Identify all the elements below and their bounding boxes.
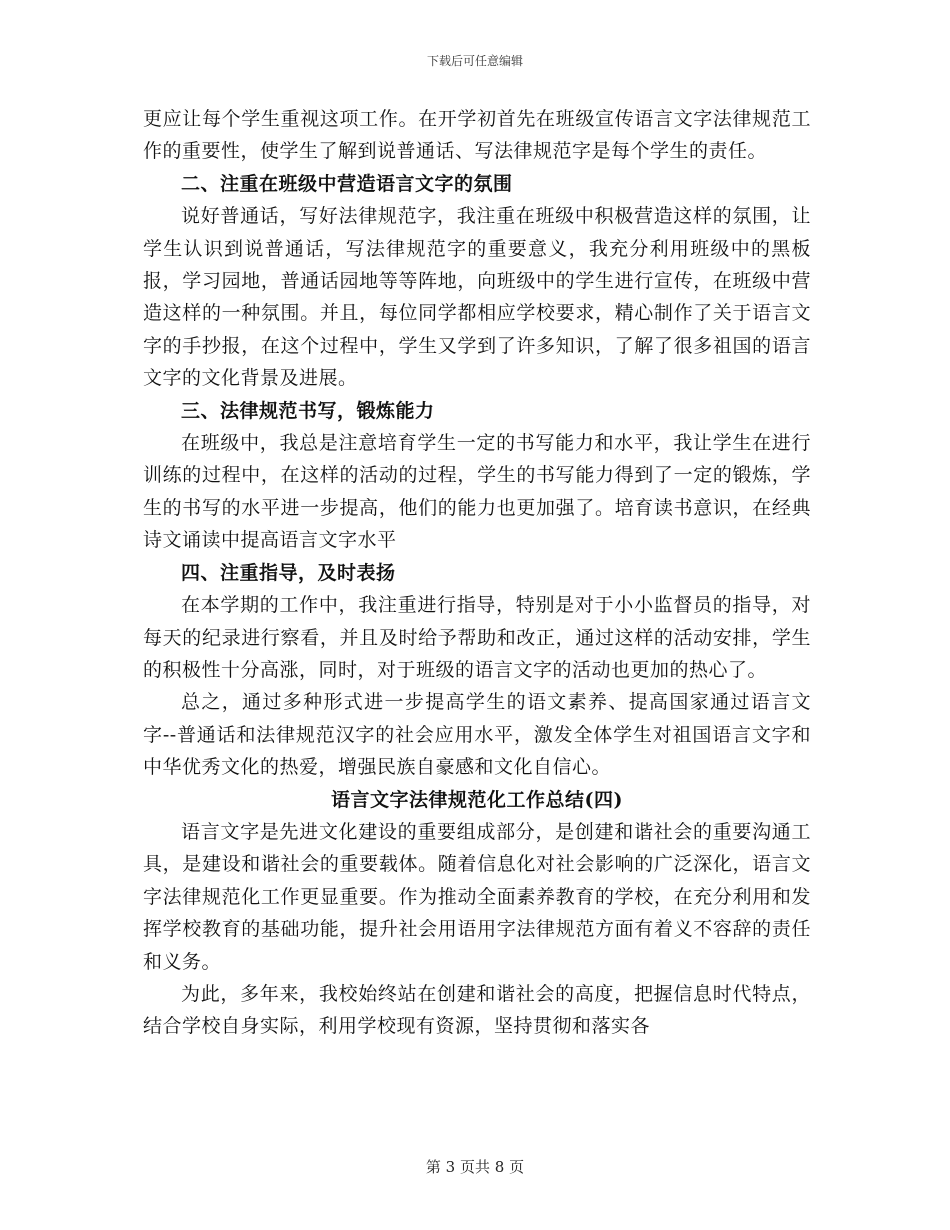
paragraph-2: 说好普通话，写好法律规范字，我注重在班级中积极营造这样的氛围，让学生认识到说普通话，写法律规范字的重要意义，我充分利用班级中的黑板报，学习园地，普通话园地等等阵地，向班级中的学生进行宣传，在班级中营造这样的一种氛围。并且，每位同学都相应学校要求，精心制作了关于语言文字的手抄报，在这个过程中，学生又学到了许多知识，了解了很多祖国的语言文字的文化背景及进展。 xyxy=(143,205,811,390)
paragraph-1: 更应让每个学生重视这项工作。在开学初首先在班级宣传语言文字法律规范工作的重要性，使学生了解到说普通话、写法律规范字是每个学生的责任。 xyxy=(143,108,811,163)
page-header: 下载后可任意编辑 xyxy=(426,54,523,68)
paragraph-7: 为此，多年来，我校始终站在创建和谐社会的高度，把握信息时代特点，结合学校自身实际，利用学校现有资源，坚持贯彻和落实各 xyxy=(143,982,811,1038)
paragraph-3: 在班级中，我总是注意培育学生一定的书写能力和水平，我让学生在进行训练的过程中，在这样的活动的过程，学生的书写能力得到了一定的锻炼，学生的书写的水平进一步提高，他们的能力也更加强了。培育读书意识，在经典诗文诵读中提高语言文字水平 xyxy=(143,432,811,552)
page-footer: 第 3 页共 8 页 xyxy=(425,1158,525,1176)
document-body xyxy=(143,103,811,1043)
paragraph-6: 语言文字是先进文化建设的重要组成部分，是创建和谐社会的重要沟通工具，是建设和谐社会的重要载体。随着信息化对社会影响的广泛深化，语言文字法律规范化工作更显重要。作为推动全面素养教育的学校，在充分利用和发挥学校教育的基础功能，提升社会用语用字法律规范方面有着义不容辞的责任和义务。 xyxy=(143,820,811,973)
section-heading-2: 二、注重在班级中营造语言文字的氛围 xyxy=(181,172,513,195)
document-title-4: 语言文字法律规范化工作总结(四) xyxy=(331,788,623,811)
section-heading-3: 三、法律规范书写，锻炼能力 xyxy=(181,399,435,422)
paragraph-4: 在本学期的工作中，我注重进行指导，特别是对于小小监督员的指导，对每天的纪录进行察看，并且及时给予帮助和改正，通过这样的活动安排，学生的积极性十分高涨，同时，对于班级的语言文字的活动也更加的热心了。 xyxy=(143,594,811,681)
section-heading-4: 四、注重指导，及时表扬 xyxy=(181,561,396,584)
paragraph-5: 总之，通过多种形式进一步提高学生的语文素养、提高国家通过语言文字--普通话和法律规范汉字的社会应用水平，激发全体学生对祖国语言文字和中华优秀文化的热爱，增强民族自豪感和文化自信心。 xyxy=(143,691,811,779)
